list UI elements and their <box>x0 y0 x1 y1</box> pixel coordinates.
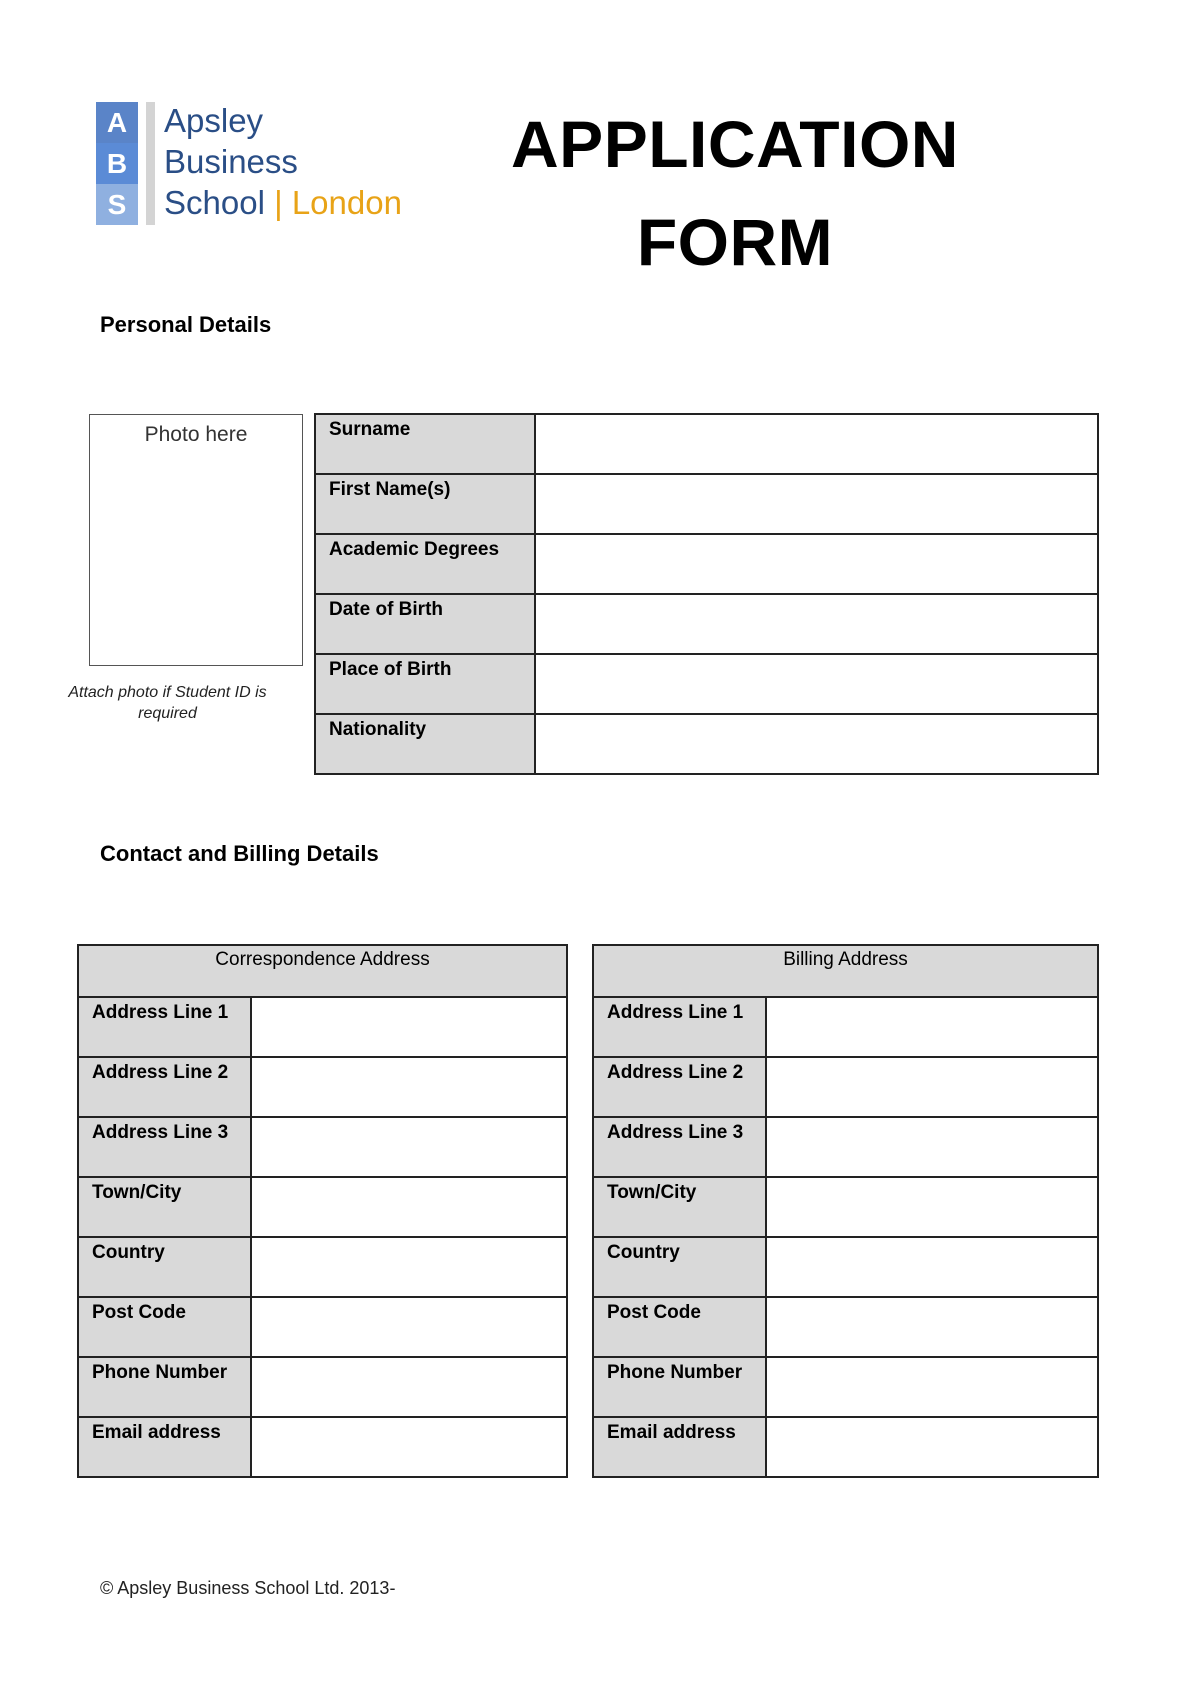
table-row <box>78 1057 567 1117</box>
billing-email-address-field[interactable] <box>766 1417 1098 1477</box>
field-label: Town/City <box>593 1177 766 1237</box>
table-title: Correspondence Address <box>78 945 567 997</box>
logo-letter: A <box>96 102 138 143</box>
table-row <box>78 1417 567 1477</box>
logo-letter: B <box>96 143 138 184</box>
billing-phone-number-field[interactable] <box>766 1357 1098 1417</box>
table-header-row <box>593 945 1098 997</box>
copyright-footer: © Apsley Business School Ltd. 2013- <box>100 1578 396 1598</box>
table-title: Billing Address <box>593 945 1098 997</box>
correspondence-address-table <box>77 944 568 1478</box>
billing-address-line-2-field[interactable] <box>766 1057 1098 1117</box>
table-row <box>315 474 1098 534</box>
field-label: Address Line 2 <box>78 1057 251 1117</box>
field-label: Country <box>593 1237 766 1297</box>
table-row <box>593 1117 1098 1177</box>
address-line-3-field[interactable] <box>251 1117 567 1177</box>
table-row <box>78 997 567 1057</box>
town-city-field[interactable] <box>251 1177 567 1237</box>
logo-wordmark <box>164 100 402 223</box>
academic-degrees-field[interactable] <box>535 534 1098 594</box>
photo-label: Photo here <box>144 423 248 446</box>
field-label: Email address <box>78 1417 251 1477</box>
table-row <box>315 414 1098 474</box>
title-line: FORM <box>636 205 834 279</box>
field-label: Post Code <box>78 1297 251 1357</box>
personal-details-table <box>314 413 1099 775</box>
nationality-field[interactable] <box>535 714 1098 774</box>
table-row <box>78 1117 567 1177</box>
page-title <box>500 95 970 291</box>
table-row <box>78 1357 567 1417</box>
table-row <box>78 1237 567 1297</box>
table-header-row <box>78 945 567 997</box>
field-label: Email address <box>593 1417 766 1477</box>
table-row <box>593 1417 1098 1477</box>
table-row <box>593 997 1098 1057</box>
field-label: Place of Birth <box>315 654 535 714</box>
table-row <box>315 594 1098 654</box>
billing-address-line-3-field[interactable] <box>766 1117 1098 1177</box>
table-row <box>593 1357 1098 1417</box>
date-of-birth-field[interactable] <box>535 594 1098 654</box>
logo-school: School <box>164 184 265 221</box>
field-label: Nationality <box>315 714 535 774</box>
photo-upload-box[interactable] <box>89 414 303 666</box>
field-label: Address Line 1 <box>78 997 251 1057</box>
personal-details-heading: Personal Details <box>100 312 272 337</box>
address-line-1-field[interactable] <box>251 997 567 1057</box>
post-code-field[interactable] <box>251 1297 567 1357</box>
table-row <box>593 1297 1098 1357</box>
field-label: Town/City <box>78 1177 251 1237</box>
logo-divider <box>146 102 155 225</box>
field-label: First Name(s) <box>315 474 535 534</box>
table-row <box>593 1177 1098 1237</box>
contact-billing-heading: Contact and Billing Details <box>100 841 379 866</box>
surname-field[interactable] <box>535 414 1098 474</box>
photo-caption: Attach photo if Student ID is required <box>68 684 267 722</box>
table-row <box>78 1177 567 1237</box>
field-label: Address Line 3 <box>78 1117 251 1177</box>
address-line-2-field[interactable] <box>251 1057 567 1117</box>
logo-letter: S <box>96 184 138 225</box>
title-line: APPLICATION <box>511 107 959 181</box>
field-label: Address Line 3 <box>593 1117 766 1177</box>
logo-line: Apsley <box>164 102 264 139</box>
field-label: Phone Number <box>78 1357 251 1417</box>
billing-country-field[interactable] <box>766 1237 1098 1297</box>
table-row <box>593 1057 1098 1117</box>
field-label: Address Line 1 <box>593 997 766 1057</box>
table-row <box>593 1237 1098 1297</box>
field-label: Academic Degrees <box>315 534 535 594</box>
first-names-field[interactable] <box>535 474 1098 534</box>
logo-city: London <box>291 184 402 221</box>
field-label: Date of Birth <box>315 594 535 654</box>
email-address-field[interactable] <box>251 1417 567 1477</box>
field-label: Country <box>78 1237 251 1297</box>
country-field[interactable] <box>251 1237 567 1297</box>
billing-address-table <box>592 944 1099 1478</box>
field-label: Surname <box>315 414 535 474</box>
logo-mark <box>96 102 138 225</box>
logo-line: Business <box>164 143 298 180</box>
phone-number-field[interactable] <box>251 1357 567 1417</box>
field-label: Phone Number <box>593 1357 766 1417</box>
billing-address-line-1-field[interactable] <box>766 997 1098 1057</box>
billing-post-code-field[interactable] <box>766 1297 1098 1357</box>
billing-town-city-field[interactable] <box>766 1177 1098 1237</box>
logo-line <box>164 182 402 223</box>
table-row <box>78 1297 567 1357</box>
field-label: Post Code <box>593 1297 766 1357</box>
table-row <box>315 534 1098 594</box>
logo-separator: | <box>274 184 283 221</box>
table-row <box>315 654 1098 714</box>
place-of-birth-field[interactable] <box>535 654 1098 714</box>
field-label: Address Line 2 <box>593 1057 766 1117</box>
table-row <box>315 714 1098 774</box>
